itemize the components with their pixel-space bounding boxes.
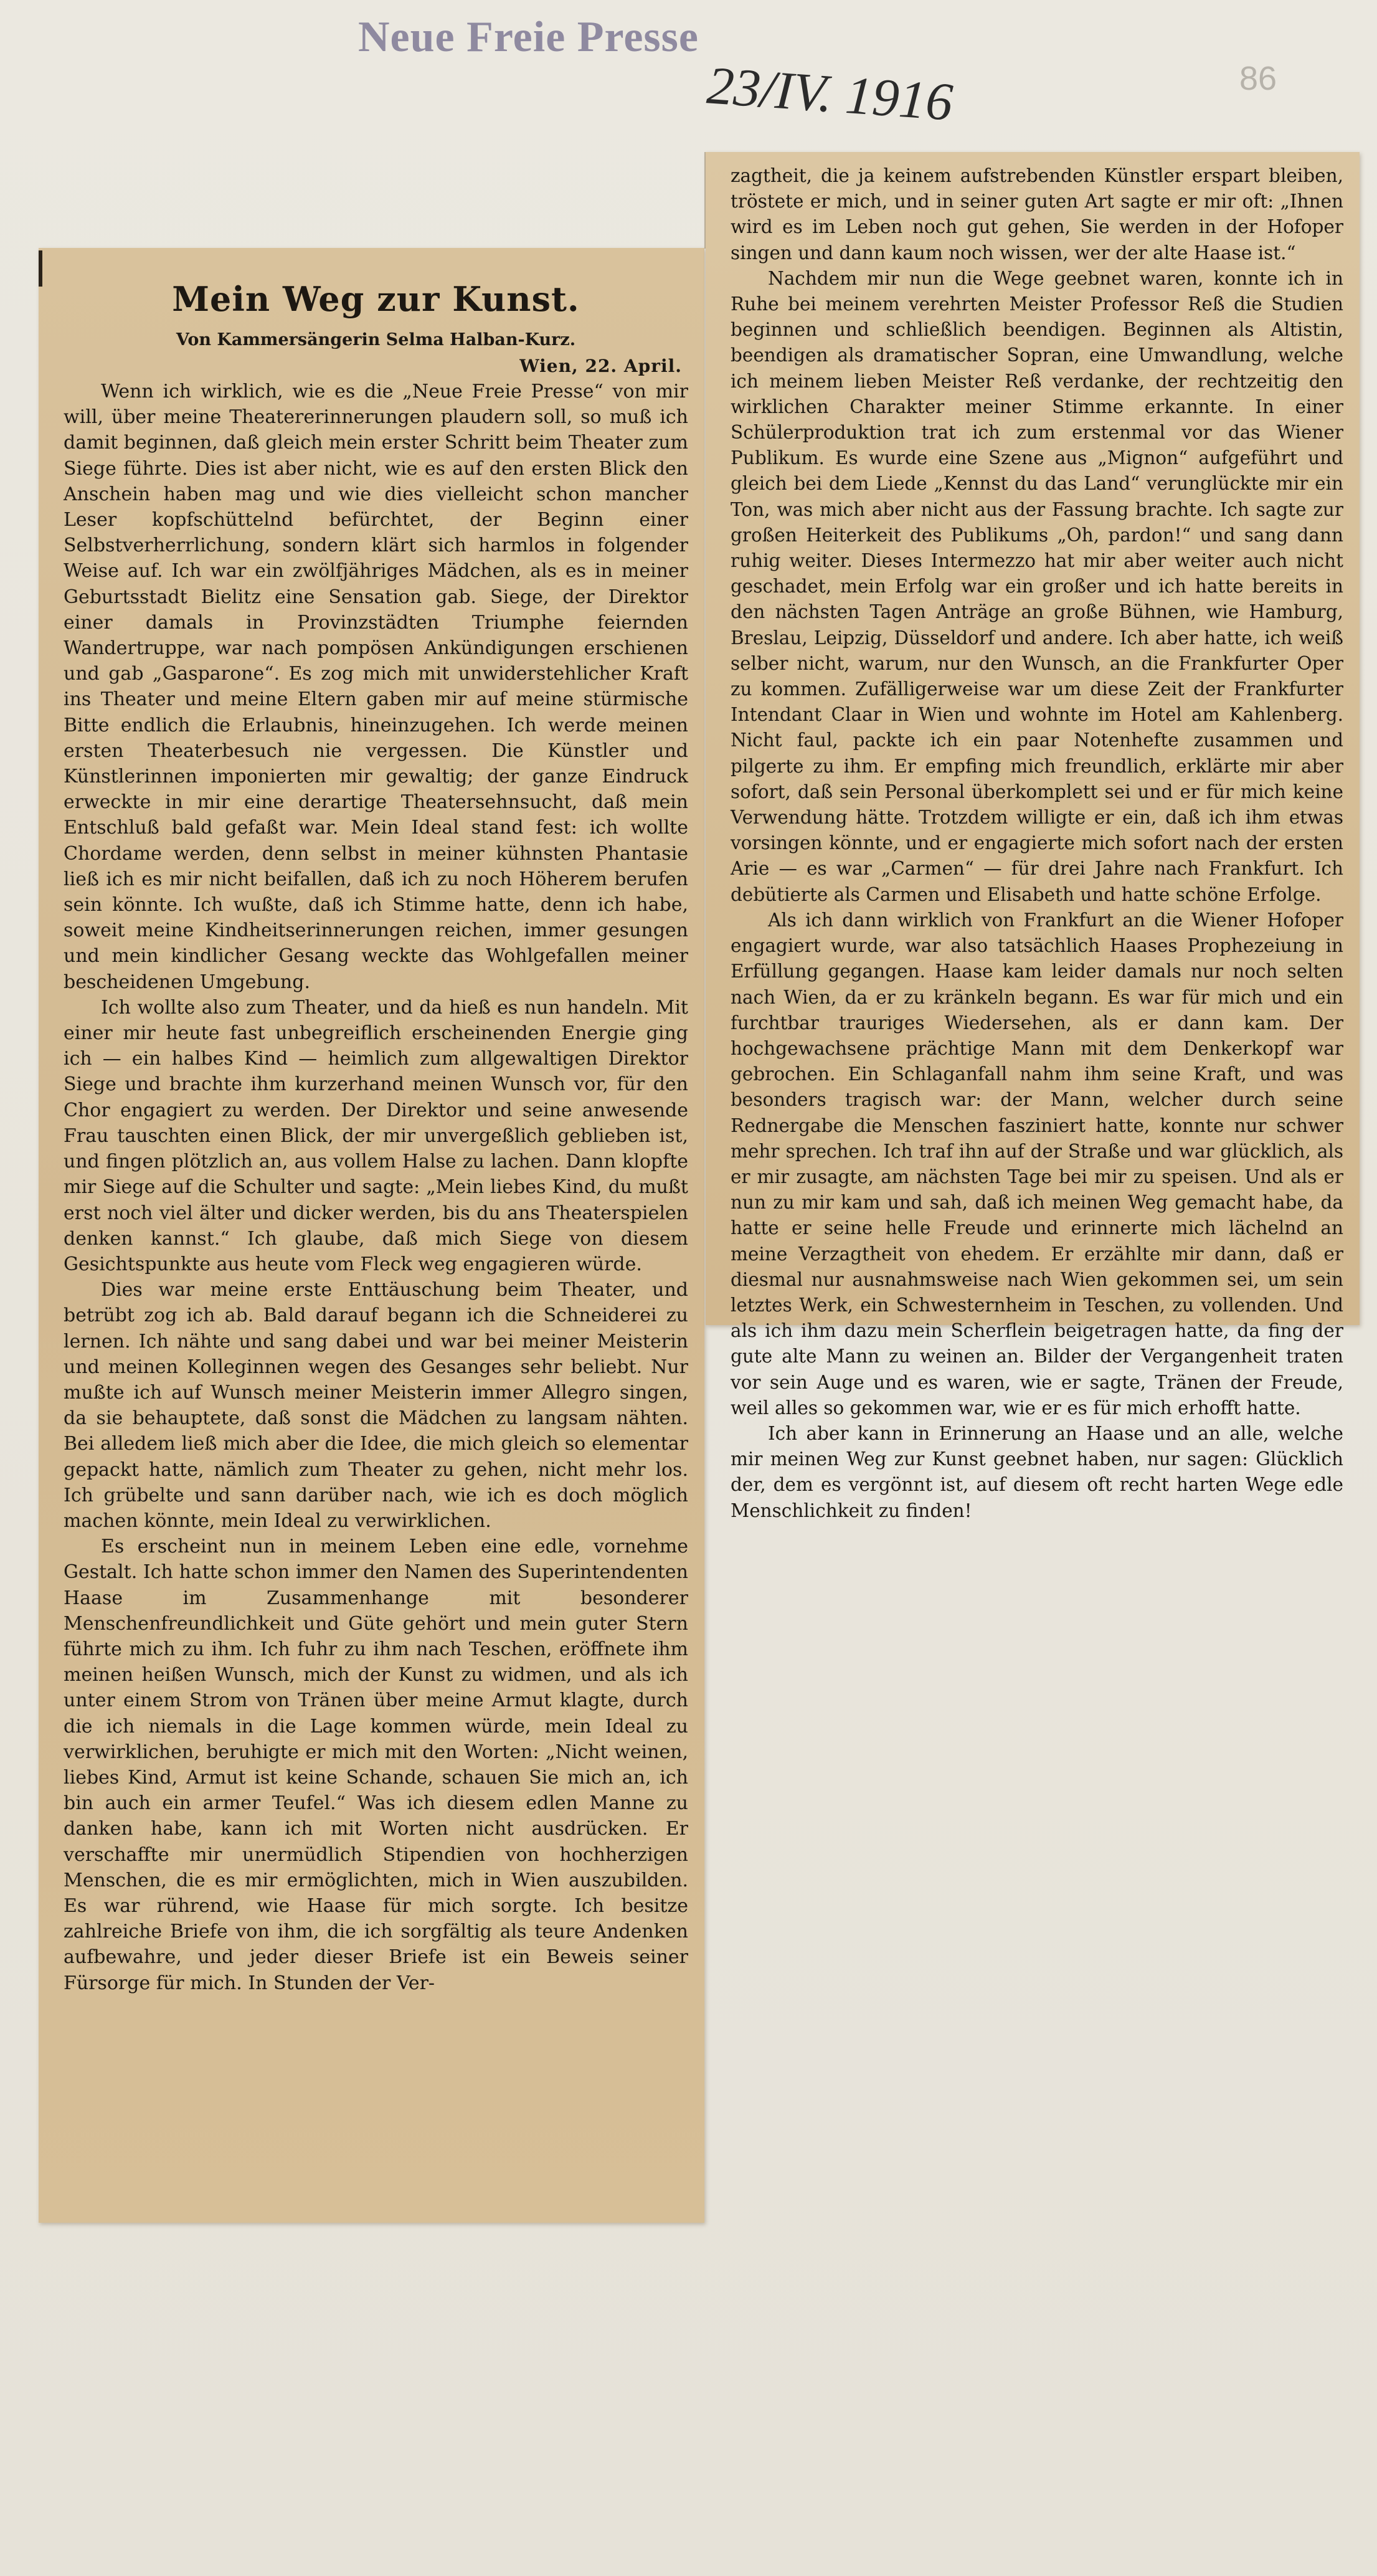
paragraph: Ich wollte also zum Theater, und da hieß es nun handeln. Mit einer mir heute fast unbegreiflich erscheinenden Energie ging ich — ein halbes Kind — heimlich zum allgewaltigen Direktor Siege und brachte ihm kurzerhand meinen Wunsch vor, für den Chor engagiert zu werden. Der Direktor und seine anwesende Frau tauschten einen Blick, der mir unvergeßlich geblieben ist, und fingen plötzlich an, aus vollem Halse zu lachen. Dann klopfte mir Siege auf die Schulter und sagte: „Mein liebes Kind, du mußt erst noch viel älter und dicker werden, bis du ans Theaterspielen denken kannst.“ Ich glaube, daß mich Siege von diesem Gesichtspunkte aus heute vom Fleck weg engagieren würde. (64, 996, 688, 1275)
handwritten-date: 23/IV. 1916 (705, 55, 955, 132)
paragraph: zagtheit, die ja keinem aufstrebenden Künstler erspart bleiben, tröstete er mich, und in seiner guten Art sagte er mir oft: „Ihnen wird es im Leben noch gut gehen, Sie werden in der Hofoper singen und dann kaum noch wissen, wer der alte Haase ist.“ (731, 165, 1343, 264)
paragraph: Wenn ich wirklich, wie es die „Neue Freie Presse“ von mir will, über meine Theatererinnerungen plaudern soll, so muß ich damit beginnen, daß gleich mein erster Schritt beim Theater zum Siege führte. Dies ist aber nicht, wie es auf den ersten Blick den Anschein haben mag und wie dies vielleicht schon mancher Leser kopfschüttelnd befürchtet, der Beginn einer Selbstverherrlichung, sondern klärt sich harmlos in folgender Weise auf. Ich war ein zwölfjähriges Mädchen, als es in meiner Geburtsstadt Bielitz eine Sensation gab. Siege, der Direktor einer damals in Provinzstädten Triumphe feiernden Wandertruppe, war nach pompösen Ankündigungen erschienen und gab „Gasparone“. Es zog mich mit unwiderstehlicher Kraft ins Theater und meine Eltern gaben mir auf meine stürmische Bitte endlich die Erlaubnis, hineinzugehen. Ich werde meinen ersten Theaterbesuch nie vergessen. Die Künstler und Künstlerinnen imponierten mir gewaltig; der ganze Eindruck erweckte in mir eine derartige Theatersehnsucht, daß mein Entschluß bald gefaßt war. Mein Ideal stand fest: ich wollte Chordame werden, denn selbst in meiner kühnsten Phantasie ließ ich es mir nicht beifallen, daß ich zu noch Höherem berufen sein könnte. Ich wußte, daß ich Stimme hatte, denn ich habe, soweit meine Kindheitserinnerungen reichen, immer gesungen und mein kindlicher Gesang weckte das Wohlgefallen meiner bescheidenen Umgebung. (64, 381, 688, 993)
paragraph: Dies war meine erste Enttäuschung beim Theater, und betrübt zog ich ab. Bald darauf begann ich die Schneiderei zu lernen. Ich nähte und sang dabei und war bei meiner Meisterin und meinen Kolleginnen wegen des Gesanges sehr beliebt. Nur mußte ich auf Wunsch meiner Meisterin immer Allegro singen, da sie behauptete, daß sonst die Mädchen zu langsam nähten. Bei alledem ließ mich aber die Idee, die mich gleich so elementar gepackt hatte, nämlich zum Theater zu gehen, nicht mehr los. Ich grübelte und sann darüber nach, wie ich es doch möglich machen könnte, mein Ideal zu verwirklichen. (64, 1279, 688, 1532)
clipping-edge (704, 152, 706, 249)
right-column-text (731, 163, 1343, 1521)
clipping-right-column (706, 152, 1360, 1521)
paragraph: Als ich dann wirklich von Frankfurt an die Wiener Hofoper engagiert wurde, war also tatsächlich Haases Prophezeiung in Erfüllung gegangen. Haase kam leider damals nur noch selten nach Wien, da er zu kränkeln begann. Es war für mich und ein furchtbar trauriges Wiedersehen, als er dann kam. Der hochgewachsene prächtige Mann mit dem Denkerkopf war gebrochen. Ein Schlaganfall nahm ihm seine Kraft, und was besonders tragisch war: der Mann, welcher durch seine Rednergabe die Menschen fasziniert hatte, konnte nur schwer mehr sprechen. Ich traf ihn auf der Straße und war glücklich, als er mir zusagte, am nächsten Tage bei mir zu speisen. Und als er nun zu mir kam und sah, daß ich meinen Weg gemacht habe, da hatte er seine helle Freude und erinnerte mich lächelnd an meine Verzagtheit von ehedem. Er erzählte mir dann, daß er diesmal nur ausnahmsweise nach Wien gekommen sei, um sein letztes Werk, ein Schwesternheim in Teschen, zu vollenden. Und als ich ihm dazu mein Scherflein beigetragen hatte, da fing der gute alte Mann zu weinen an. Bilder der Vergangenheit traten vor sein Auge und es waren, wie er sagte, Tränen der Freude, weil alles so gekommen war, wie er es für mich erhofft hatte. (731, 909, 1343, 1419)
paragraph: Ich aber kann in Erinnerung an Haase und an alle, welche mir meinen Weg zur Kunst geebnet haben, nur sagen: Glücklich der, dem es vergönnt ist, auf diesem oft recht harten Wege edle Menschlichkeit zu finden! (731, 1422, 1343, 1521)
page-number: 86 (1239, 60, 1277, 97)
article-title: Mein Weg zur Kunst. (172, 279, 580, 319)
article-byline: Von Kammersängerin Selma Halban-Kurz. (176, 330, 576, 349)
article-dateline: Wien, 22. April. (519, 356, 682, 376)
column-start-mark (39, 250, 42, 287)
paragraph: Es erscheint nun in meinem Leben eine edle, vornehme Gestalt. Ich hatte schon immer den Namen des Superintendenten Haase im Zusammenhange mit besonderer Menschenfreundlichkeit und Güte gehört und mein guter Stern führte mich zu ihm. Ich fuhr zu ihm nach Teschen, eröffnete ihm meinen heißen Wunsch, mich der Kunst zu widmen, und als ich unter einem Strom von Tränen über meine Armut klagte, durch die ich niemals in die Lage kommen würde, mein Ideal zu verwirklichen, beruhigte er mich mit den Worten: „Nicht weinen, liebes Kind, Armut ist keine Schande, schauen Sie mich an, ich bin auch ein armer Teufel.“ Was ich diesem edlen Manne zu danken habe, kann ich mit Worten nicht ausdrücken. Er verschaffte mir unermüdlich Stipendien von hochherzigen Menschen, die es mir ermöglichten, mich in Wien auszubilden. Es war rührend, wie Haase für mich sorgte. Ich besitze zahlreiche Briefe von ihm, die ich sorgfältig als teure Andenken aufbewahre, und jeder dieser Briefe ist ein Beweis seiner Fürsorge für mich. In Stunden der Ver- (64, 1536, 688, 1994)
clipping-left-column (39, 248, 704, 2223)
newspaper-stamp: Neue Freie Presse (358, 13, 699, 61)
paragraph: Nachdem mir nun die Wege geebnet waren, konnte ich in Ruhe bei meinem verehrten Meister Professor Reß die Studien beginnen und schließlich beendigen. Beginnen als Altistin, beendigen als dramatischer Sopran, eine Umwandlung, welche ich meinem lieben Meister Reß verdanke, der rechtzeitig den wirklichen Charakter meiner Stimme erkannte. In einer Schülerproduktion trat ich zum erstenmal vor das Wiener Publikum. Es wurde eine Szene aus „Mignon“ aufgeführt und gleich bei dem Liede „Kennst du das Land“ verunglückte mir ein Ton, was mich aber nicht aus der Fassung brachte. Ich sagte zur großen Heiterkeit des Publikums „Oh, pardon!“ und sang dann ruhig weiter. Dieses Intermezzo hat mir aber weiter auch nicht geschadet, mein Erfolg war ein großer und ich hatte bereits in den nächsten Tagen Anträge an große Bühnen, wie Hamburg, Breslau, Leipzig, Düsseldorf und andere. Ich aber hatte, ich weiß selber nicht, warum, nur den Wunsch, an die Frankfurter Oper zu kommen. Zufälligerweise war um diese Zeit der Frankfurter Intendant Claar in Wien und wohnte im Hotel am Kahlenberg. Nicht faul, packte ich ein paar Notenhefte zusammen und pilgerte zu ihm. Er empfing mich freundlich, erklärte mir aber sofort, daß sein Personal überkomplett sei und er für mich keine Verwendung hätte. Trotzdem willigte er ein, daß ich ihm etwas vorsingen könnte, und er engagierte mich sofort nach der ersten Arie — es war „Carmen“ — für drei Jahre nach Frankfurt. Ich debütierte als Carmen und Elisabeth und hatte schöne Erfolge. (731, 267, 1343, 905)
left-column-text (64, 259, 688, 2215)
